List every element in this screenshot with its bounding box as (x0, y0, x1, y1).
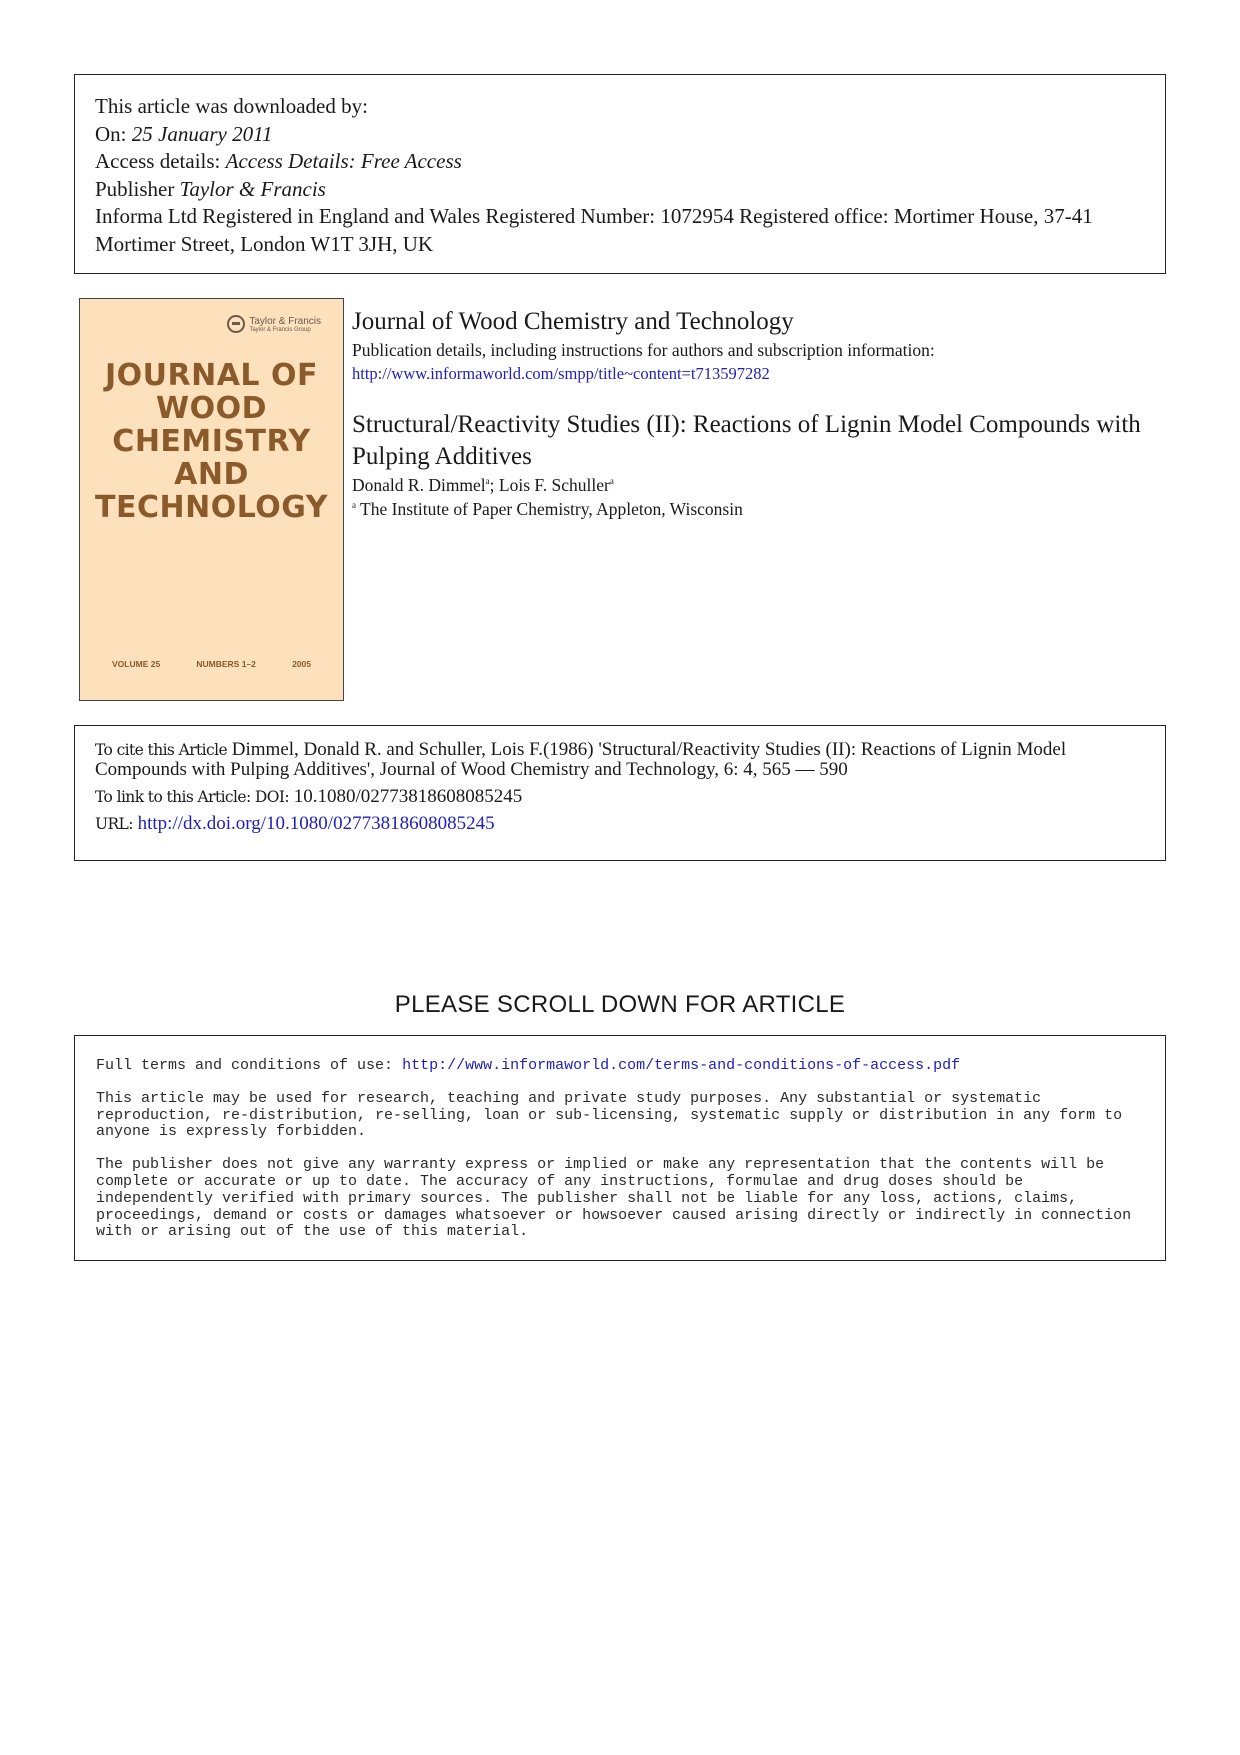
cover-title-line: WOOD (156, 391, 267, 426)
citation (95, 740, 1145, 780)
link-label: To link to this Article: DOI: (95, 788, 289, 806)
terms-paragraph-2: The publisher does not give any warranty express or implied or make any representation that the contents will be complete or accurate or up to date. The accuracy of any instructions, formulae and drug doses should be independently verified with primary sources. The publisher shall not be liable for any loss, actions, claims, proceedings, demand or costs or damages whatsoever or howsoever caused arising directly or indirectly in connection with or arising out of the use of this material. (96, 1156, 1132, 1241)
authors (352, 473, 1172, 497)
affiliation-text: The Institute of Paper Chemistry, Appleton, Wisconsin (356, 499, 743, 519)
cite-text: Dimmel, Donald R. and Schuller, Lois F.(1986) 'Structural/Reactivity Studies (II): Reactions of Lignin Model Compounds with Pulping Additives', Journal of Wood Chemistry and Technology, 6: 4, 565 — 590 (95, 739, 1067, 780)
author-affiliation-marker: a (609, 476, 614, 487)
cover-volume: VOLUME 25 (112, 659, 161, 669)
cover-footer (112, 659, 311, 669)
cover-title-line: AND (174, 457, 249, 492)
cover-title-line: TECHNOLOGY (95, 490, 328, 525)
scroll-notice: PLEASE SCROLL DOWN FOR ARTICLE (394, 991, 846, 1018)
author-name: Lois F. Schuller (498, 475, 610, 495)
terms-line (96, 1058, 1144, 1075)
download-date-line (95, 121, 1145, 149)
article-title: Structural/Reactivity Studies (II): Reactions of Lignin Model Compounds with Pulping Additives (352, 411, 1141, 470)
downloaded-by-line (95, 93, 1145, 121)
terms-box (74, 1035, 1166, 1261)
publisher-line (95, 176, 1145, 204)
journal-url-link[interactable]: http://www.informaworld.com/smpp/title~content=t713597282 (352, 364, 770, 383)
author-affiliation-marker: a (485, 476, 490, 487)
publisher-logo-subtext: Taylor & Francis Group (249, 326, 311, 333)
cover-numbers: NUMBERS 1–2 (196, 659, 256, 669)
on-label: On: (95, 121, 127, 146)
access-details-line (95, 148, 1145, 176)
cover-title-line: JOURNAL OF (104, 358, 318, 393)
access-label: Access details: (95, 149, 221, 173)
terms-label: Full terms and conditions of use: (96, 1057, 403, 1074)
cover-title-line: CHEMISTRY (112, 424, 311, 459)
author-name: Donald R. Dimmel (352, 475, 486, 495)
article-info (352, 306, 1172, 521)
terms-url-link[interactable]: http://www.informaworld.com/terms-and-conditions-of-access.pdf (402, 1057, 961, 1074)
publisher-label: Publisher (95, 176, 175, 201)
journal-title: Journal of Wood Chemistry and Technology (352, 308, 794, 335)
download-info-box (74, 74, 1166, 274)
citation-box (74, 725, 1166, 861)
affiliation (352, 497, 1172, 521)
terms-paragraph-1: This article may be used for research, teaching and private study purposes. Any substantial or systematic reproduction, re-distribution, re-selling, loan or sub-licensing, systematic supply or distribution in any form to anyone is expressly forbidden. (96, 1089, 1123, 1141)
publisher-logo-texts (249, 316, 321, 333)
publisher-logo (227, 315, 321, 333)
download-date: 25 January 2011 (131, 121, 273, 146)
affiliation-marker: a (352, 500, 356, 511)
cover-title (80, 359, 343, 524)
doi-line (95, 787, 1145, 807)
taylor-francis-logo-icon (227, 315, 245, 333)
doi-value: 10.1080/02773818608085245 (293, 786, 523, 807)
url-label: URL: (95, 815, 133, 833)
publisher-value: Taylor & Francis (179, 176, 326, 201)
cover-year: 2005 (292, 659, 311, 669)
url-line (95, 814, 1145, 834)
journal-cover-image (79, 298, 344, 701)
cite-label: To cite this Article (95, 741, 228, 759)
registration-text: Informa Ltd Registered in England and Wales Registered Number: 1072954 Registered office: Mortimer House, 37-41 Mortimer Street, London W1T 3JH, UK (95, 204, 1093, 256)
publisher-logo-text: Taylor & Francis (249, 315, 321, 327)
author-separator: ; (489, 475, 499, 495)
access-value: Access Details: Free Access (225, 149, 462, 173)
downloaded-by-label: This article was downloaded by: (95, 94, 368, 118)
doi-url-link[interactable]: http://dx.doi.org/10.1080/02773818608085245 (137, 813, 495, 834)
publication-details: Publication details, including instructions for authors and subscription information: (352, 340, 935, 360)
